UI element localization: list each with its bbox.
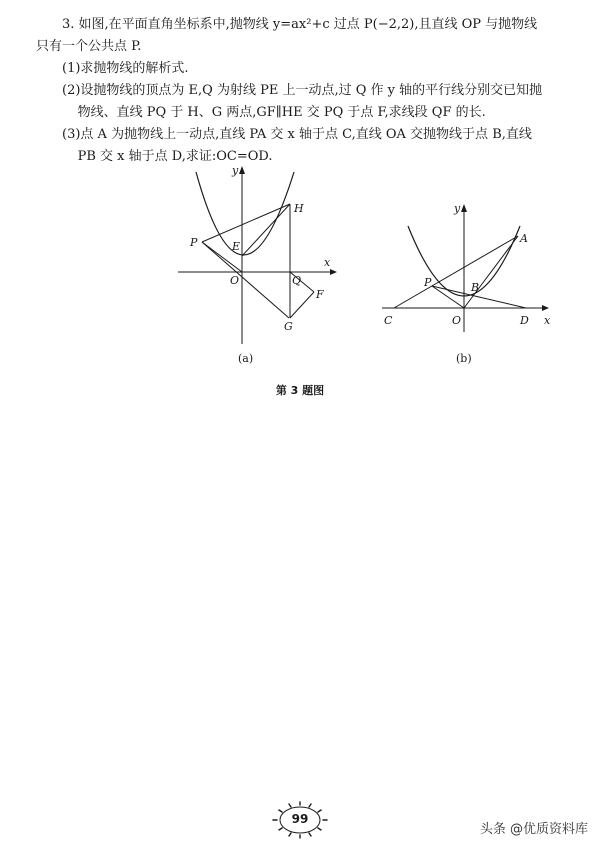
problem-part1: (1)求抛物线的解析式. xyxy=(62,61,189,76)
label-y: y xyxy=(454,202,461,215)
figure-b-diagram xyxy=(378,198,554,338)
line-oa xyxy=(464,236,518,308)
figure-title: 第 3 题图 xyxy=(275,384,325,397)
label-h: H xyxy=(294,202,304,215)
label-x: x xyxy=(544,314,551,327)
label-a: A xyxy=(520,232,528,245)
label-b: B xyxy=(471,281,480,294)
label-x: x xyxy=(324,256,331,269)
line-gf xyxy=(290,292,314,318)
line-ca xyxy=(394,236,518,308)
x-axis-arrow xyxy=(542,305,549,311)
figure-a-caption: (a) xyxy=(238,352,254,365)
line-eh xyxy=(242,204,290,256)
label-q: Q xyxy=(292,274,302,287)
y-axis-arrow xyxy=(461,204,467,212)
line-ph xyxy=(202,204,290,242)
label-f: F xyxy=(316,288,324,301)
label-g: G xyxy=(284,320,293,333)
y-axis-arrow xyxy=(239,166,245,174)
label-y: y xyxy=(232,164,239,177)
problem-intro-line1: 3. 如图,在平面直角坐标系中,抛物线 y=ax²+c 过点 P(−2,2),且直线 OP 与抛物线 xyxy=(62,17,538,32)
label-c: C xyxy=(384,314,393,327)
page-number-badge xyxy=(267,800,333,840)
problem-text xyxy=(36,14,576,168)
label-o: O xyxy=(230,274,240,287)
label-d: D xyxy=(520,314,529,327)
parabola-curve xyxy=(196,172,294,255)
source-watermark: 头条 @优质资料库 xyxy=(479,822,588,837)
problem-part2-line2: 物线、直线 PQ 于 H、G 两点,GF∥HE 交 PQ 于点 F,求线段 QF 的长. xyxy=(77,105,486,120)
line-pq xyxy=(202,242,289,318)
label-p: P xyxy=(424,276,432,289)
problem-intro-line2: 只有一个公共点 P. xyxy=(36,39,142,54)
page-number: 99 xyxy=(291,812,309,826)
problem-part3-line1: (3)点 A 为抛物线上一动点,直线 PA 交 x 轴于点 C,直线 OA 交抛物线于点 B,直线 xyxy=(62,127,532,142)
x-axis-arrow xyxy=(330,269,337,275)
problem-part2-line1: (2)设抛物线的顶点为 E,Q 为射线 PE 上一动点,过 Q 作 y 轴的平行线分别交已知抛 xyxy=(62,83,543,98)
label-e: E xyxy=(232,240,241,253)
figure-b-caption: (b) xyxy=(456,352,472,365)
label-o: O xyxy=(452,314,462,327)
problem-part3-line2: PB 交 x 轴于点 D,求证:OC=OD. xyxy=(77,149,273,164)
figure-a-diagram xyxy=(174,160,344,350)
label-p: P xyxy=(190,236,198,249)
